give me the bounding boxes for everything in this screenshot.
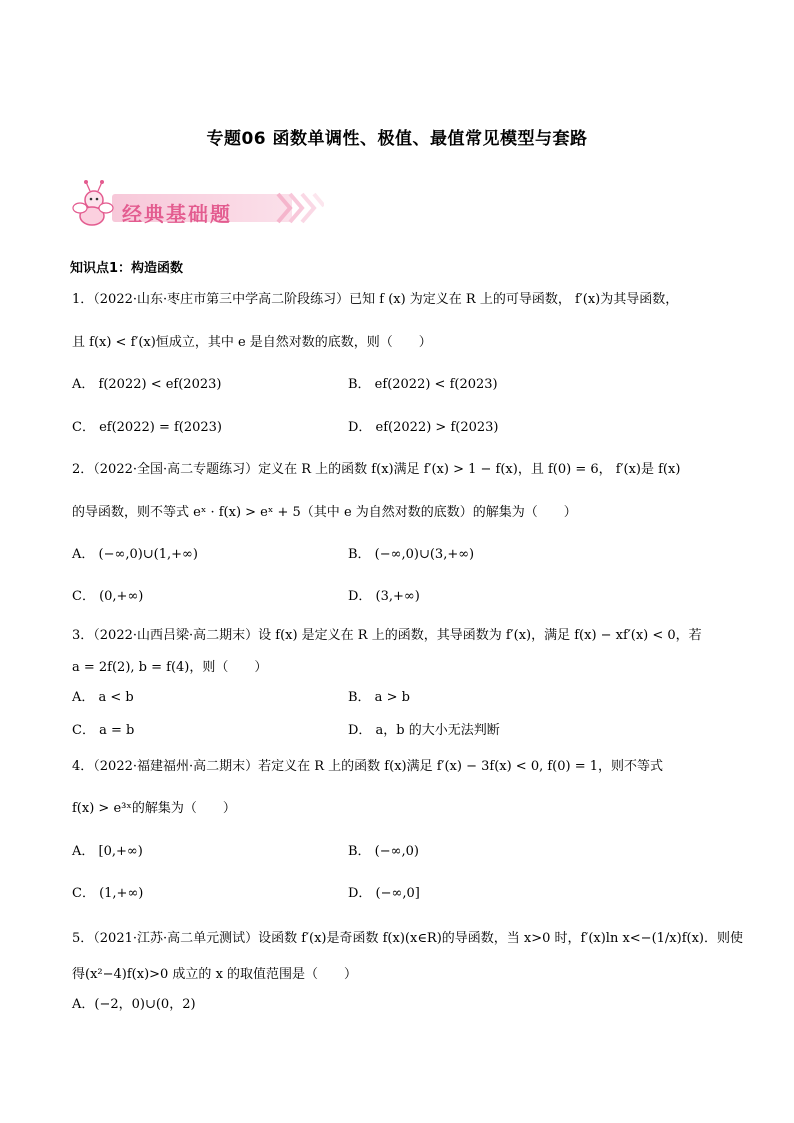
question-3-option-c: C． a = b	[72, 723, 135, 738]
question-1-option-a: A． f(2022) < ef(2023)	[72, 377, 222, 392]
chevron-decoration-icon	[276, 192, 324, 224]
page-title: 专题06 函数单调性、极值、最值常见模型与套路	[206, 129, 588, 149]
question-1-line-1: 1．（2022·山东·枣庄市第三中学高二阶段练习）已知 f (x) 为定义在 R 上的可导函数， f′(x)为其导函数，	[72, 292, 679, 307]
question-4-line-1: 4．（2022·福建福州·高二期末）若定义在 R 上的函数 f(x)满足 f′(x) − 3f(x) < 0, f(0) = 1，则不等式	[72, 759, 664, 774]
question-2-option-a: A． (−∞,0)∪(1,+∞)	[72, 547, 198, 562]
question-4-option-c: C． (1,+∞)	[72, 886, 144, 901]
question-3-option-b: B． a > b	[348, 690, 410, 705]
question-2-option-b: B． (−∞,0)∪(3,+∞)	[348, 547, 475, 562]
knowledge-point-heading: 知识点1：构造函数	[70, 261, 184, 276]
question-2-option-d: D． (3,+∞)	[348, 589, 420, 604]
question-1-option-b: B． ef(2022) < f(2023)	[348, 377, 498, 392]
question-1-option-d: D． ef(2022) > f(2023)	[348, 420, 499, 435]
question-3-line-1: 3．（2022·山西吕梁·高二期末）设 f(x) 是定义在 R 上的函数，其导函数为 f′(x)，满足 f(x) − xf′(x) < 0，若	[72, 628, 702, 643]
question-4-line-2: f(x) > e³ˣ的解集为（ ）	[72, 801, 236, 816]
question-5-option-a: A．(−2，0)∪(0，2)	[72, 997, 196, 1012]
section-banner	[70, 178, 325, 234]
question-1-line-2: 且 f(x) < f′(x)恒成立，其中 e 是自然对数的底数，则（ ）	[72, 335, 432, 350]
question-3-line-2: a = 2f(2), b = f(4)，则（ ）	[72, 660, 268, 675]
question-5-line-2: 得(x²−4)f(x)>0 成立的 x 的取值范围是（ ）	[72, 967, 358, 982]
question-2-line-1: 2．（2022·全国·高二专题练习）定义在 R 上的函数 f(x)满足 f′(x) > 1 − f(x)，且 f(0) = 6， f′(x)是 f(x)	[72, 462, 681, 477]
question-1-option-c: C． ef(2022) = f(2023)	[72, 420, 223, 435]
question-4-option-d: D． (−∞,0]	[348, 886, 420, 901]
question-5-line-1: 5．（2021·江苏·高二单元测试）设函数 f′(x)是奇函数 f(x)(x∈R)的导函数，当 x>0 时，f′(x)ln x<−(1/x)f(x)．则使	[72, 931, 743, 946]
question-4-option-a: A． [0,+∞)	[72, 844, 143, 859]
question-3-option-d: D． a，b 的大小无法判断	[348, 723, 500, 738]
question-4-option-b: B． (−∞,0)	[348, 844, 419, 859]
question-3-option-a: A． a < b	[72, 690, 134, 705]
question-2-option-c: C． (0,+∞)	[72, 589, 144, 604]
bee-icon	[70, 178, 122, 234]
question-2-line-2: 的导函数，则不等式 eˣ · f(x) > eˣ + 5（其中 e 为自然对数的底数）的解集为（ ）	[72, 505, 577, 520]
banner-label: 经典基础题	[122, 202, 232, 226]
